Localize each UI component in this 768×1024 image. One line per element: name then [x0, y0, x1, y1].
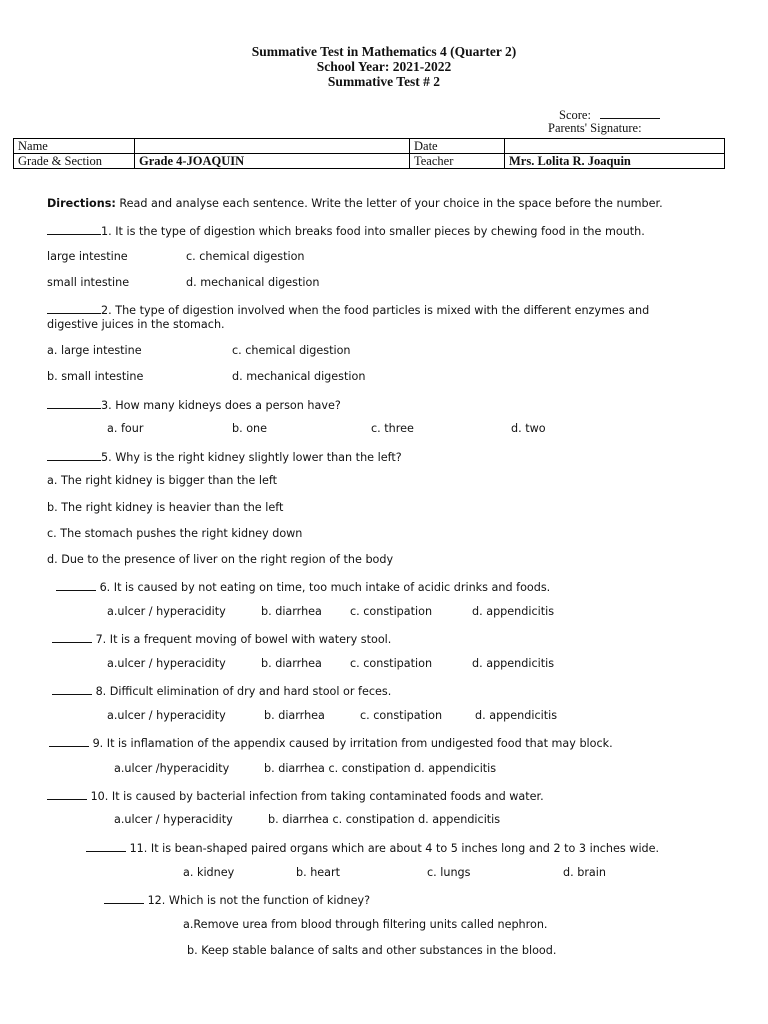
- choice: b. Keep stable balance of salts and other substances in the blood.: [187, 944, 557, 957]
- question-6: [56, 579, 550, 595]
- answer-blank[interactable]: [47, 223, 101, 235]
- date-label: Date: [410, 139, 505, 154]
- choice: a. four: [107, 422, 144, 435]
- question-10: [47, 788, 544, 804]
- choice: b. diarrhea c. constipation d. appendicitis: [268, 813, 501, 826]
- school-year: School Year: 2021-2022: [316, 59, 452, 74]
- choice: a.ulcer /hyperacidity: [114, 762, 230, 775]
- name-field[interactable]: [135, 139, 410, 154]
- question-text: 11. It is bean-shaped paired organs which are about 4 to 5 inches long and 2 to 3 inches wide.: [129, 842, 660, 855]
- answer-blank[interactable]: [56, 579, 96, 591]
- question-text: 10. It is caused by bacterial infection from taking contaminated foods and water.: [90, 790, 544, 803]
- choice: d. appendicitis: [472, 657, 555, 670]
- choice: c. constipation: [350, 657, 433, 670]
- choice: d. appendicitis: [475, 709, 558, 722]
- test-title: Summative Test in Mathematics 4 (Quarter 2): [251, 44, 517, 59]
- choice: c. three: [371, 422, 414, 435]
- student-info-table: [13, 138, 725, 169]
- choice: d. two: [511, 422, 546, 435]
- question-5: [47, 449, 402, 465]
- choice: c. constipation: [360, 709, 443, 722]
- question-8: [52, 683, 391, 699]
- answer-blank[interactable]: [52, 631, 92, 643]
- choice: a.ulcer / hyperacidity: [114, 813, 233, 826]
- choice: d. appendicitis: [472, 605, 555, 618]
- choice: a.ulcer / hyperacidity: [107, 657, 226, 670]
- test-number: Summative Test # 2: [327, 74, 441, 89]
- question-text: 9. It is inflamation of the appendix caused by irritation from undigested food that may block.: [92, 737, 613, 750]
- choice: a. The right kidney is bigger than the left: [47, 474, 277, 487]
- choice: c. The stomach pushes the right kidney down: [47, 527, 303, 540]
- choice: d. mechanical digestion: [186, 276, 320, 289]
- answer-blank[interactable]: [86, 840, 126, 852]
- score-blank[interactable]: [600, 107, 660, 119]
- question-12: [104, 892, 370, 908]
- question-7: [52, 631, 391, 647]
- parents-signature-label: Parents' Signature:: [548, 121, 642, 135]
- choice: b. small intestine: [47, 370, 144, 383]
- question-2-cont: digestive juices in the stomach.: [47, 318, 225, 331]
- choice: a. large intestine: [47, 344, 142, 357]
- choice: d. mechanical digestion: [232, 370, 366, 383]
- score-label: Score:: [559, 108, 591, 122]
- question-text: 5. Why is the right kidney slightly lower than the left?: [101, 451, 402, 464]
- date-field[interactable]: [505, 139, 725, 154]
- directions-text: Read and analyse each sentence. Write the letter of your choice in the space before the number.: [119, 197, 663, 210]
- choice: c. lungs: [427, 866, 471, 879]
- directions-label: Directions:: [47, 197, 116, 210]
- name-label: Name: [14, 139, 135, 154]
- choice: a.ulcer / hyperacidity: [107, 709, 226, 722]
- question-1: [47, 223, 645, 239]
- answer-blank[interactable]: [47, 449, 101, 461]
- grade-label: Grade & Section: [14, 154, 135, 169]
- choice: d. Due to the presence of liver on the right region of the body: [47, 553, 394, 566]
- answer-blank[interactable]: [47, 788, 87, 800]
- choice: c. chemical digestion: [232, 344, 351, 357]
- answer-blank[interactable]: [47, 302, 101, 314]
- choice: b. diarrhea: [261, 657, 322, 670]
- question-3: [47, 397, 341, 413]
- choice: b. diarrhea: [261, 605, 322, 618]
- answer-blank[interactable]: [47, 397, 101, 409]
- teacher-value: Mrs. Lolita R. Joaquin: [505, 154, 725, 169]
- choice: b. diarrhea: [264, 709, 325, 722]
- question-text: 12. Which is not the function of kidney?: [147, 894, 371, 907]
- choice: b. diarrhea c. constipation d. appendicitis: [264, 762, 497, 775]
- question-text: 2. The type of digestion involved when the food particles is mixed with the different enzymes and: [101, 304, 650, 317]
- question-11: [86, 840, 659, 856]
- question-2: [47, 302, 649, 318]
- question-text: 8. Difficult elimination of dry and hard stool or feces.: [95, 685, 392, 698]
- question-text: 6. It is caused by not eating on time, too much intake of acidic drinks and foods.: [99, 581, 551, 594]
- answer-blank[interactable]: [104, 892, 144, 904]
- answer-blank[interactable]: [52, 683, 92, 695]
- choice: d. brain: [563, 866, 606, 879]
- choice: a.ulcer / hyperacidity: [107, 605, 226, 618]
- directions: [47, 197, 663, 211]
- choice: b. one: [232, 422, 268, 435]
- question-text: 3. How many kidneys does a person have?: [101, 399, 341, 412]
- choice: c. constipation: [350, 605, 433, 618]
- grade-value: Grade 4-JOAQUIN: [135, 154, 410, 169]
- question-text: 1. It is the type of digestion which breaks food into smaller pieces by chewing food in the mouth.: [101, 225, 645, 238]
- choice: c. chemical digestion: [186, 250, 305, 263]
- choice: a.Remove urea from blood through filtering units called nephron.: [183, 918, 548, 931]
- question-9: [49, 735, 613, 751]
- question-text: 7. It is a frequent moving of bowel with watery stool.: [95, 633, 392, 646]
- choice: small intestine: [47, 276, 130, 289]
- choice: large intestine: [47, 250, 128, 263]
- answer-blank[interactable]: [49, 735, 89, 747]
- choice: a. kidney: [183, 866, 235, 879]
- choice: b. heart: [296, 866, 341, 879]
- choice: b. The right kidney is heavier than the left: [47, 501, 284, 514]
- teacher-label: Teacher: [410, 154, 505, 169]
